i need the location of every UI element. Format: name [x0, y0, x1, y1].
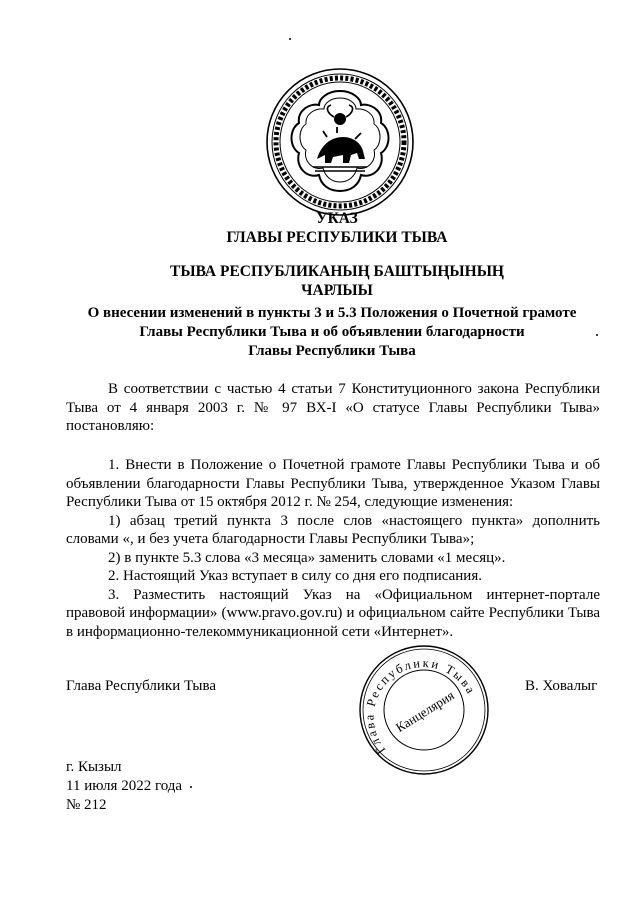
decree-title-tuvan: [17, 262, 640, 300]
scan-speck: [289, 38, 291, 40]
coat-of-arms-emblem: [265, 67, 415, 217]
signatory-position: Глава Республики Тыва: [66, 678, 217, 694]
office-stamp: [356, 642, 492, 778]
signing-city: г. Кызыл: [66, 759, 122, 775]
item-2: 2. Настоящий Указ вступает в силу со дня его подписания.: [108, 568, 482, 584]
stamp-inner-text: Канцелярия: [392, 687, 457, 736]
item-3: 3. Разместить настоящий Указ на «Официальном интернет-портале правовой информации» (www.pravo.gov.ru) и официальном сайте Республики Тыва в информационно-телекоммуникационной сети «Интернет».: [66, 586, 600, 640]
item-1-subitem-2: 2) в пункте 5.3 слова «3 месяца» заменить словами «1 месяц».: [108, 549, 506, 566]
item-1-subitem-1: 1) абзац третий пункта 3 после слов «настоящего пункта» дополнить словами «, и без учета благодарности Главы Республики Тыва»;: [66, 512, 600, 547]
title-line-1: УКАЗ: [316, 210, 358, 227]
title-line-2: ГЛАВЫ РЕСПУБЛИКИ ТЫВА: [226, 229, 448, 246]
subject-line-3: Главы Республики Тыва: [248, 343, 416, 359]
decree-number: № 212: [66, 797, 107, 813]
signatory-name: В. Ховалыг: [525, 678, 598, 694]
scan-speck: [596, 334, 598, 336]
subject-line-1: О внесении изменений в пункты 3 и 5.3 Положения о Почетной грамоте: [87, 305, 577, 321]
decree-title: [17, 209, 640, 247]
subject-line-2: Главы Республики Тыва и об объявлении благодарности: [139, 324, 525, 340]
item-1: 1. Внести в Положение о Почетной грамоте Главы Республики Тыва и об объявлении благодарности Главы Республики Тыва, утвержденное Указом Главы Республики Тыва от 15 октября 2012 г. № 254, следующие изменения:: [66, 457, 600, 510]
stamp-outer-text: Глава Республики Тыва: [362, 655, 479, 757]
title-tuvan-line-1: ТЫВА РЕСПУБЛИКАНЫҢ БАШТЫҢЫНЫҢ: [170, 263, 504, 280]
preamble: [66, 380, 600, 436]
preamble-text: В соответствии с частью 4 статьи 7 Конституционного закона Республики Тыва от 4 января 2003 г. № 97 ВХ-I «О статусе Главы Республики Тыва» постановляю:: [66, 381, 600, 434]
decree-subject: [12, 304, 640, 361]
title-tuvan-line-2: ЧАРЛЫЫ: [301, 282, 373, 299]
place-date-number: [66, 758, 182, 815]
decree-items: [66, 456, 600, 641]
scan-speck: [190, 786, 192, 788]
signing-date: 11 июля 2022 года: [66, 778, 183, 794]
